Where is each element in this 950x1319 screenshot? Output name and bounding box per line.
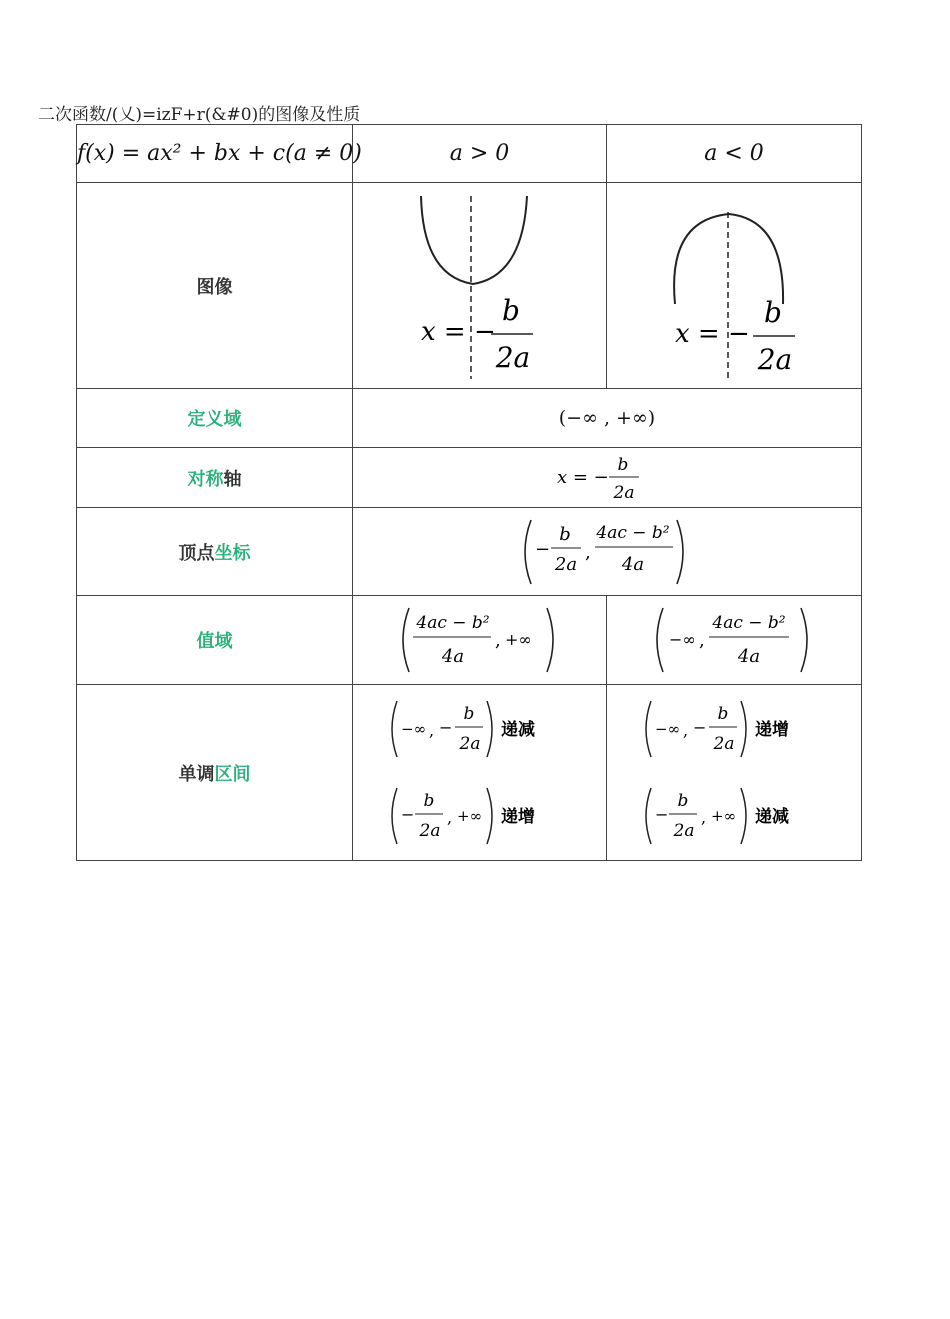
mono-left-paren xyxy=(646,701,651,757)
vertex-value-cell xyxy=(353,508,862,596)
axis-label-cell xyxy=(77,448,353,508)
vertex-den2: 4a xyxy=(621,553,645,575)
page-title: 二次函数/(乂)=izF+r(&#0)的图像及性质 xyxy=(38,105,361,125)
range-neg-den: 4a xyxy=(737,646,761,667)
mono-decreasing: 递减 xyxy=(755,807,789,828)
a-negative-label: a < 0 xyxy=(704,141,764,166)
vertex-label-part2: 坐标 xyxy=(214,542,251,564)
domain-row xyxy=(77,389,862,448)
mono-den: 2a xyxy=(713,733,735,754)
mono-comma: , xyxy=(446,808,452,828)
range-right-paren xyxy=(801,608,807,672)
vertex-right-paren xyxy=(677,520,683,584)
downward-parabola-graph xyxy=(607,184,862,388)
range-right-paren xyxy=(547,608,553,672)
mono-neg-interval-1 xyxy=(639,697,829,761)
graph-label-cell xyxy=(77,183,353,389)
upward-parabola-curve xyxy=(421,196,527,284)
range-negative-formula xyxy=(649,600,819,680)
mono-left-paren xyxy=(646,788,651,844)
mono-minus: − xyxy=(400,805,414,825)
range-comma: , xyxy=(699,630,705,651)
header-a-negative-cell xyxy=(607,125,862,183)
mono-inf-neg: −∞ xyxy=(400,719,426,738)
vertex-label-part1: 顶点 xyxy=(178,542,215,564)
range-left-paren xyxy=(403,608,409,672)
axis-value-cell xyxy=(353,448,862,508)
range-row xyxy=(77,596,862,685)
graph-label: 图像 xyxy=(196,276,233,298)
mono-comma: , xyxy=(683,720,689,740)
mono-right-paren xyxy=(487,701,492,757)
range-left-paren xyxy=(657,608,663,672)
mono-minus: − xyxy=(693,717,707,737)
mono-num: b xyxy=(717,703,729,724)
range-neg-head: −∞ xyxy=(669,630,696,649)
mono-den: 2a xyxy=(459,733,480,754)
mono-num: b xyxy=(423,791,434,812)
range-pos-den: 4a xyxy=(441,646,464,667)
vertex-formula xyxy=(517,512,697,592)
table-header-row xyxy=(77,125,862,183)
mono-right-paren xyxy=(741,788,746,844)
range-positive-formula xyxy=(395,600,565,680)
mono-right-paren xyxy=(741,701,746,757)
range-positive-cell xyxy=(353,596,607,685)
mono-inf-pos: +∞ xyxy=(456,807,482,826)
graph-upward-cell xyxy=(353,183,607,389)
axis-label-part1: 对称 xyxy=(187,468,224,490)
vertex-num2: 4ac − b² xyxy=(596,522,670,543)
mono-neg-interval-2 xyxy=(639,784,829,848)
mono-negative-cell xyxy=(607,685,862,861)
axis-equation-lhs: x = − xyxy=(421,316,496,347)
mono-inf-neg: −∞ xyxy=(655,719,681,738)
mono-label-part1: 单调 xyxy=(178,763,215,785)
mono-den: 2a xyxy=(673,821,695,842)
range-negative-cell xyxy=(607,596,862,685)
upward-parabola-graph xyxy=(353,184,607,388)
mono-inf-pos: +∞ xyxy=(711,807,737,826)
graph-downward-cell xyxy=(607,183,862,389)
axis-equation-lhs: x = − xyxy=(675,318,750,349)
quadratic-properties-table xyxy=(76,124,862,861)
mono-den: 2a xyxy=(419,821,440,842)
axis-label-part2: 轴 xyxy=(223,468,242,490)
header-function-cell xyxy=(77,125,362,183)
mono-left-paren xyxy=(392,788,397,844)
mono-num: b xyxy=(463,703,474,724)
mono-minus: − xyxy=(438,717,452,737)
axis-fraction-denominator: 2a xyxy=(757,342,793,376)
graph-row xyxy=(77,183,862,389)
a-positive-label: a > 0 xyxy=(449,141,510,166)
mono-positive-cell xyxy=(353,685,607,861)
mono-increasing: 递增 xyxy=(500,807,535,828)
vertex-minus: − xyxy=(535,538,551,560)
vertex-num1: b xyxy=(559,523,571,545)
range-neg-num: 4ac − b² xyxy=(712,613,786,633)
axis-fraction-numerator: b xyxy=(764,295,782,329)
monotonic-row xyxy=(77,685,862,861)
mono-increasing: 递增 xyxy=(755,719,789,740)
axis-fraction-denominator: 2a xyxy=(495,340,531,374)
mono-pos-interval-2 xyxy=(385,784,575,848)
domain-label: 定义域 xyxy=(187,409,242,430)
vertex-left-paren xyxy=(525,520,531,584)
axis-numerator: b xyxy=(617,454,629,475)
range-comma: , xyxy=(494,630,501,651)
mono-num: b xyxy=(677,791,689,812)
mono-right-paren xyxy=(487,788,492,844)
domain-value: (−∞ , +∞) xyxy=(558,407,656,429)
mono-minus: − xyxy=(655,805,669,825)
range-pos-tail: +∞ xyxy=(504,630,532,649)
mono-label-part2: 区间 xyxy=(214,763,251,785)
vertex-comma: , xyxy=(585,541,591,563)
axis-formula xyxy=(547,450,667,506)
axis-fraction-numerator: b xyxy=(502,293,520,327)
range-label: 值域 xyxy=(196,631,233,652)
domain-value-cell xyxy=(353,389,862,448)
axis-lhs: x = − xyxy=(557,466,609,488)
domain-label-cell xyxy=(77,389,353,448)
axis-denominator: 2a xyxy=(613,482,635,503)
mono-pos-interval-1 xyxy=(385,697,575,761)
mono-label-cell xyxy=(77,685,353,861)
mono-comma: , xyxy=(701,808,707,828)
vertex-den1: 2a xyxy=(554,553,578,575)
function-expression: f(x) = ax² + bx + c(a ≠ 0) xyxy=(77,141,362,166)
mono-decreasing: 递减 xyxy=(500,719,535,740)
vertex-label-cell xyxy=(77,508,353,596)
symmetry-axis-row xyxy=(77,448,862,508)
range-pos-num: 4ac − b² xyxy=(415,613,490,633)
mono-left-paren xyxy=(392,701,397,757)
range-label-cell xyxy=(77,596,353,685)
vertex-row xyxy=(77,508,862,596)
mono-comma: , xyxy=(428,720,434,740)
header-a-positive-cell xyxy=(353,125,607,183)
